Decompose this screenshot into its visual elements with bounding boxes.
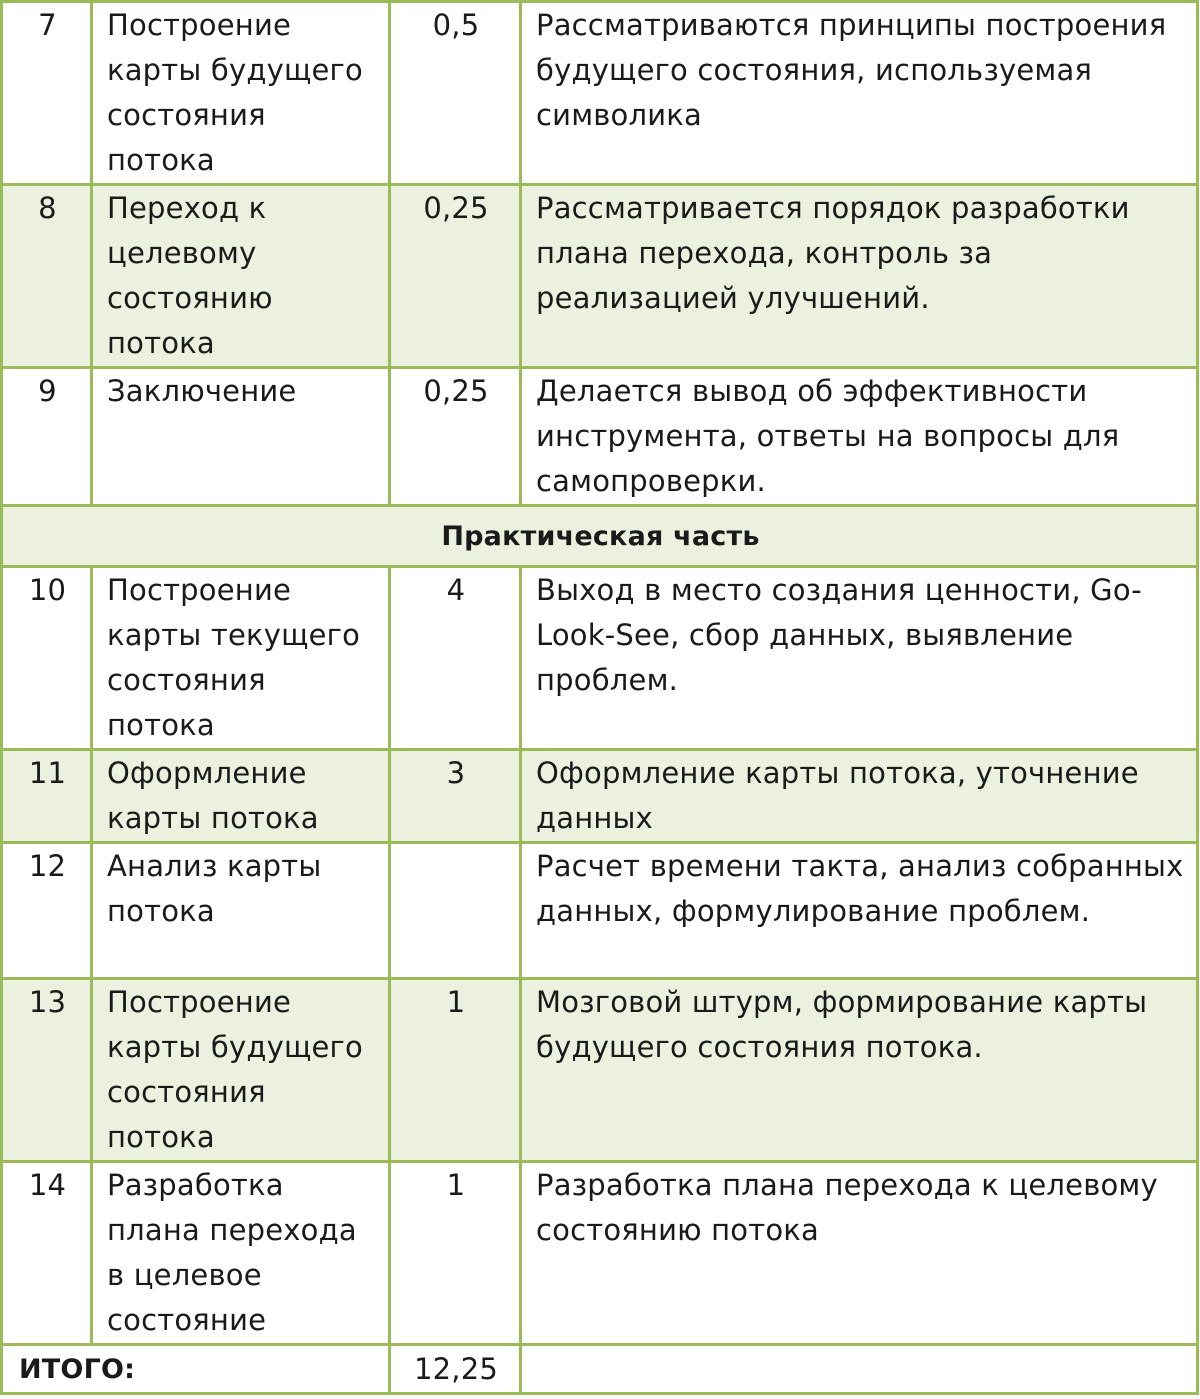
hours-value: 4 [390, 567, 521, 750]
row-number: 12 [2, 843, 92, 979]
topic-title: Построение карты будущего состояния потока [92, 979, 390, 1162]
topic-title: Построение карты текущего состояния потока [92, 567, 390, 750]
topic-title: Переход к целевому состоянию потока [92, 185, 390, 368]
table-row [2, 979, 1198, 1162]
table-row [2, 1162, 1198, 1345]
row-number: 13 [2, 979, 92, 1162]
topic-title: Анализ карты потока [92, 843, 390, 979]
table-row [2, 185, 1198, 368]
table-row [2, 750, 1198, 843]
topic-description: Оформление карты потока, уточнение данных [521, 750, 1198, 843]
section-header-row [2, 506, 1198, 567]
topic-title: Оформление карты потока [92, 750, 390, 843]
table-row [2, 567, 1198, 750]
row-number: 9 [2, 368, 92, 506]
total-row [2, 1345, 1198, 1394]
hours-value: 0,5 [390, 2, 521, 185]
hours-value [390, 843, 521, 979]
topic-description: Мозговой штурм, формирование карты будущего состояния потока. [521, 979, 1198, 1162]
row-number: 14 [2, 1162, 92, 1345]
hours-value: 0,25 [390, 185, 521, 368]
topic-description: Расчет времени такта, анализ собранных данных, формулирование проблем. [521, 843, 1198, 979]
hours-value: 1 [390, 1162, 521, 1345]
row-number: 7 [2, 2, 92, 185]
topic-title: Заключение [92, 368, 390, 506]
row-number: 11 [2, 750, 92, 843]
total-label: ИТОГО: [2, 1345, 390, 1394]
hours-value: 0,25 [390, 368, 521, 506]
table-row [2, 2, 1198, 185]
hours-value: 1 [390, 979, 521, 1162]
topic-description: Разработка плана перехода к целевому состоянию потока [521, 1162, 1198, 1345]
topic-description: Рассматривается порядок разработки плана перехода, контроль за реализацией улучшений. [521, 185, 1198, 368]
section-title: Практическая часть [2, 506, 1198, 567]
topic-title: Разработка плана перехода в целевое состояние [92, 1162, 390, 1345]
table-row [2, 843, 1198, 979]
topic-description: Выход в место создания ценности, Go-Look-See, сбор данных, выявление проблем. [521, 567, 1198, 750]
topic-description: Рассматриваются принципы построения будущего состояния, используемая символика [521, 2, 1198, 185]
topic-description: Делается вывод об эффективности инструмента, ответы на вопросы для самопроверки. [521, 368, 1198, 506]
topic-title: Построение карты будущего состояния потока [92, 2, 390, 185]
table-row [2, 368, 1198, 506]
total-hours: 12,25 [390, 1345, 521, 1394]
row-number: 8 [2, 185, 92, 368]
hours-value: 3 [390, 750, 521, 843]
total-description [521, 1345, 1198, 1394]
row-number: 10 [2, 567, 92, 750]
